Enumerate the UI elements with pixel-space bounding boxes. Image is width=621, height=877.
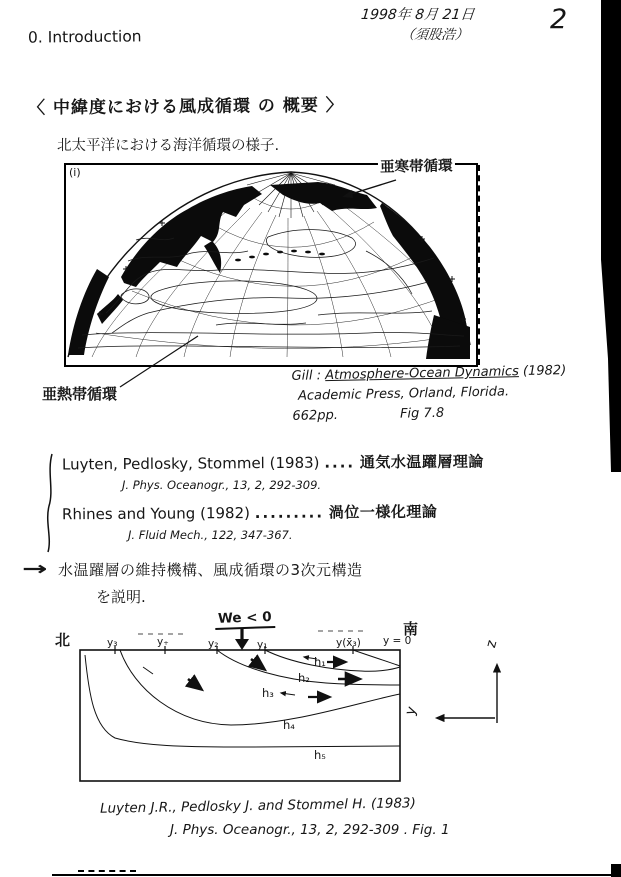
gill-fig-ref: Fig 7.8	[399, 405, 445, 422]
bottom-citation-line2: J. Phys. Oceanogr., 13, 2, 292-309 . Fig. 1	[170, 822, 450, 838]
reference-rhines-journal: J. Fluid Mech., 122, 347-367.	[128, 528, 293, 542]
gill-author: Gill :	[291, 368, 322, 384]
subtropical-gyre-label: 亜熱帯循環	[42, 385, 118, 403]
date-text: 1998年 8月 21日	[360, 7, 476, 23]
subarctic-gyre-label: 亜寒帯循環	[378, 154, 455, 176]
main-heading: 〈 中緯度における風成循環 の 概要 〉	[27, 95, 344, 119]
bottom-citation-line1: Luyten J.R., Pedlosky J. and Stommel H. (1983)	[99, 795, 416, 817]
map-dashed-border	[478, 165, 480, 365]
layer-label-h4: h₄	[283, 718, 295, 732]
latitude-tick-y0: y = 0	[383, 635, 412, 647]
reference-brace	[44, 452, 58, 554]
gill-citation	[291, 361, 567, 427]
ref-theory: 渦位一様化理論	[328, 502, 438, 522]
ref-authors: Luyten, Pedlosky, Stommel	[61, 454, 265, 474]
gill-pages: 662pp.	[292, 408, 339, 425]
layer-label-h5: h₅	[314, 748, 326, 762]
latitude-tick-yx3: y(x̄₃)	[336, 637, 361, 649]
subtropical-leader-line	[110, 330, 206, 390]
north-label: 北	[55, 631, 71, 649]
author-name: （須股浩）	[400, 26, 470, 43]
latitude-tick-y2: y₂	[208, 638, 219, 650]
map-caption: 北太平洋における海洋循環の様子.	[57, 138, 280, 154]
gill-book-title: Atmosphere-Ocean Dynamics	[324, 364, 520, 384]
ekman-pumping-label: We < 0	[215, 609, 275, 630]
scan-dash-bottom	[78, 870, 136, 872]
schematic-drawing	[55, 613, 535, 798]
scan-shadow-right	[601, 0, 621, 472]
gill-year: (1982)	[522, 363, 567, 380]
ref-authors: Rhines and Young	[61, 504, 196, 524]
ref-dots: .........	[254, 503, 325, 522]
ref-dots: ....	[324, 453, 356, 472]
gill-publisher: Academic Press, Orland, Florida.	[297, 384, 510, 404]
scan-edge-bottom	[52, 874, 621, 876]
layer-label-h3: h₃	[262, 686, 274, 700]
reference-luyten-journal: J. Phys. Oceanogr., 13, 2, 292-309.	[122, 478, 322, 492]
reference-rhines	[62, 501, 437, 525]
ref-year: (1982)	[200, 503, 251, 523]
note-line1: 水温躍層の維持機構、風成循環の3次元構造	[58, 561, 363, 579]
date-block	[358, 6, 475, 44]
layer-label-h1: h₁	[314, 655, 326, 669]
latitude-tick-y3: y₃	[107, 637, 118, 649]
latitude-tick-yplus: y₊	[157, 636, 169, 648]
latitude-tick-y1: y₁	[257, 639, 268, 651]
scan-corner-bottom-right	[611, 864, 621, 877]
reference-luyten	[62, 451, 484, 475]
ref-theory: 通気水温躍層理論	[359, 452, 484, 472]
note-line2: を説明.	[96, 588, 146, 606]
section-title: 0. Introduction	[27, 27, 142, 47]
thermocline-schematic	[55, 609, 535, 798]
panel-label: (i)	[69, 166, 81, 179]
south-label: 南	[403, 620, 419, 638]
layer-label-h2: h₂	[298, 671, 310, 685]
subarctic-arrow-icon	[338, 176, 398, 202]
right-arrow-icon: →	[22, 558, 48, 580]
ref-year: (1983)	[269, 453, 320, 473]
page-number: 2	[550, 4, 568, 35]
z-axis-label: z	[482, 638, 501, 650]
y-axis-label: y	[402, 704, 421, 718]
